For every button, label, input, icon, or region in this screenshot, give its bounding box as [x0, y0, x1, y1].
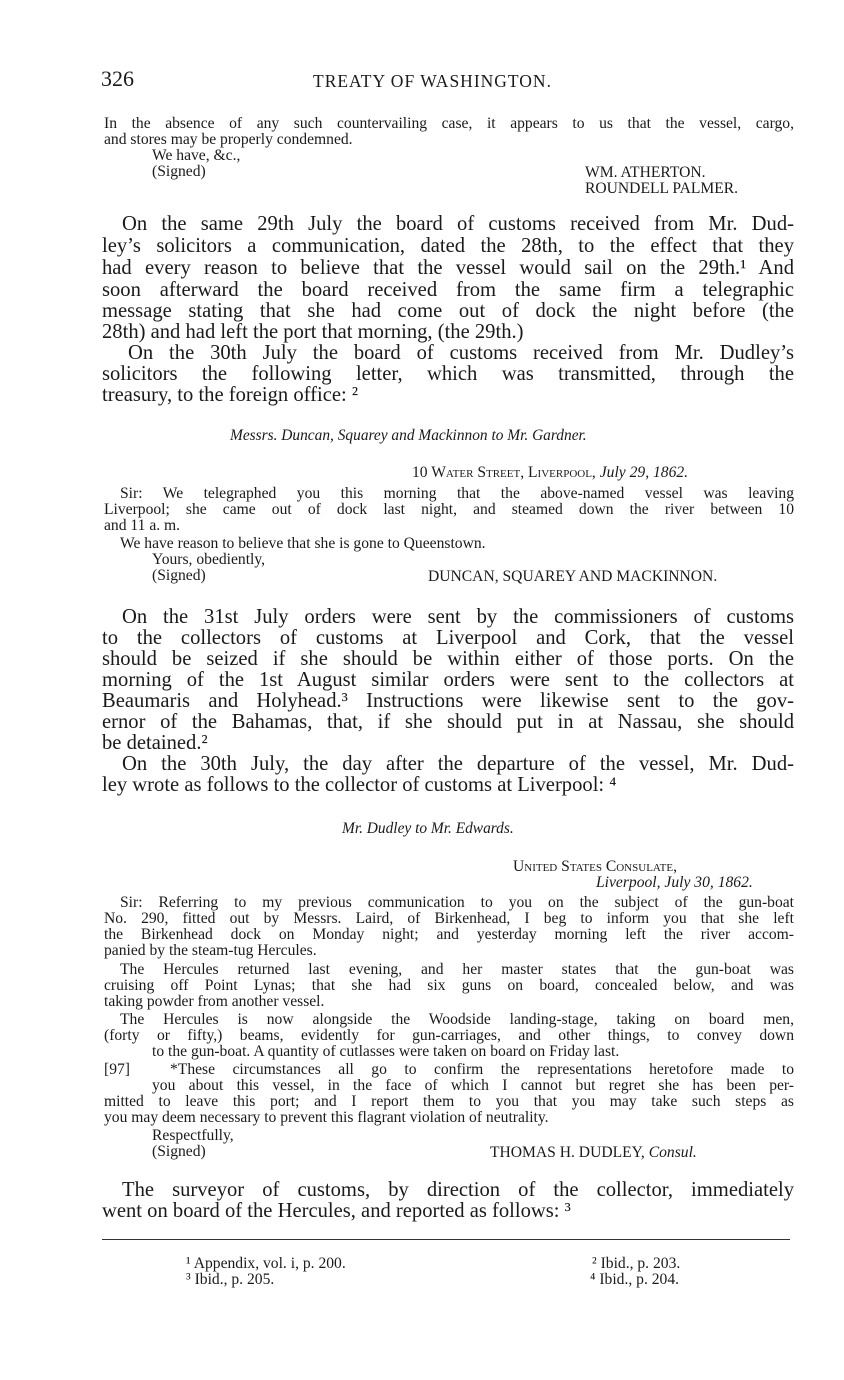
letter3-line: The Hercules is now alongside the Woodside landing-stage, taking on board men, — [120, 1011, 794, 1028]
letter3-line: (forty or fifty,) beams, evidently for gun-carriages, and other things, to convey down — [104, 1027, 794, 1044]
letter2-line: Liverpool; she came out of dock last night, and steamed down the river between 10 — [104, 501, 794, 518]
para2-line: treasury, to the foreign office: ² — [102, 384, 359, 406]
letter3-signature: THOMAS H. DUDLEY, — [490, 1144, 645, 1161]
letter1-signed: (Signed) — [152, 163, 206, 180]
letter3-line: taking powder from another vessel. — [104, 993, 325, 1010]
para1-line: ley’s solicitors a communication, dated the 28th, to the effect that they — [102, 235, 794, 257]
para3-line: ernor of the Bahamas, that, if she should put in at Nassau, she should — [102, 711, 794, 733]
para4-line: On the 30th July, the day after the departure of the vessel, Mr. Dud- — [122, 753, 794, 775]
letter2-signed: (Signed) — [152, 567, 206, 584]
para3-line: morning of the 1st August similar orders were sent to the collectors at — [102, 669, 794, 691]
para3-line: On the 31st July orders were sent by the commissioners of customs — [122, 606, 794, 628]
letter2-address: 10 Water Street, Liverpool, — [412, 464, 596, 481]
para1-line: message stating that she had come out of dock the night before (the — [102, 300, 794, 322]
letter3-date: Liverpool, July 30, 1862. — [596, 874, 753, 891]
page-marker: [97] — [104, 1061, 130, 1078]
letter3-line: *These circumstances all go to confirm the representations heretofore made to — [170, 1061, 794, 1078]
para1-line: 28th) and had left the port that morning, (the 29th.) — [102, 321, 524, 343]
letter3-line: the Birkenhead dock on Monday night; and yesterday morning left the river accom- — [104, 926, 794, 943]
letter3-line: No. 290, fitted out by Messrs. Laird, of Birkenhead, I beg to inform you that she left — [104, 910, 794, 927]
footnote: ⁴ Ibid., p. 204. — [590, 1271, 680, 1288]
letter3-line: mitted to leave this port; and I report them to you that you may take such steps as — [104, 1093, 794, 1110]
letter2-line: We have reason to believe that she is gone to Queenstown. — [120, 535, 486, 552]
footnote: ¹ Appendix, vol. i, p. 200. — [186, 1255, 346, 1272]
letter2-heading: Messrs. Duncan, Squarey and Mackinnon to Mr. Gardner. — [230, 427, 587, 444]
letter1-line: and stores may be properly condemned. — [104, 131, 353, 148]
letter3-signature-title: Consul. — [648, 1144, 697, 1161]
letter3-line: you about this vessel, in the face of which I cannot but regret she has been per- — [152, 1077, 794, 1094]
para3-line: be detained.² — [102, 732, 208, 754]
para5-line: went on board of the Hercules, and reported as follows: ³ — [102, 1200, 571, 1222]
letter1-line: In the absence of any such countervailing case, it appears to us that the vessel, cargo, — [104, 115, 794, 132]
para3-line: to the collectors of customs at Liverpool and Cork, that the vessel — [102, 627, 794, 649]
footnote: ³ Ibid., p. 205. — [186, 1271, 275, 1288]
running-title: TREATY OF WASHINGTON. — [313, 71, 552, 91]
footnote: ² Ibid., p. 203. — [592, 1255, 681, 1272]
para4-line: ley wrote as follows to the collector of customs at Liverpool: ⁴ — [102, 774, 617, 796]
letter2-signature: DUNCAN, SQUAREY AND MACKINNON. — [428, 568, 718, 585]
letter3-line: you may deem necessary to prevent this flagrant violation of neutrality. — [104, 1109, 549, 1126]
letter2-line: and 11 a. m. — [104, 517, 181, 534]
letter3-line: to the gun-boat. A quantity of cutlasses were taken on board on Friday last. — [152, 1043, 620, 1060]
footnote-rule — [102, 1239, 790, 1240]
para3-line: should be seized if she should be within either of those ports. On the — [102, 648, 794, 670]
letter1-signature: ROUNDELL PALMER. — [585, 180, 739, 197]
para3-line: Beaumaris and Holyhead.³ Instructions were likewise sent to the gov- — [102, 690, 794, 712]
letter2-line: Sir: We telegraphed you this morning that the above-named vessel was leaving — [120, 485, 794, 502]
para1-line: had every reason to believe that the vessel would sail on the 29th.¹ And — [102, 257, 794, 279]
letter3-signed: (Signed) — [152, 1143, 206, 1160]
letter1-signature: WM. ATHERTON. — [585, 164, 706, 181]
letter3-line: Sir: Referring to my previous communication to you on the subject of the gun-boat — [120, 894, 794, 911]
letter3-heading: Mr. Dudley to Mr. Edwards. — [342, 820, 514, 837]
para2-line: solicitors the following letter, which was transmitted, through the — [102, 363, 794, 385]
letter3-line: cruising off Point Lynas; that she had six guns on board, concealed below, and was — [104, 977, 794, 994]
letter3-close: Respectfully, — [152, 1127, 234, 1144]
page-number: 326 — [101, 66, 134, 91]
letter3-line: panied by the steam-tug Hercules. — [104, 942, 317, 959]
para5-line: The surveyor of customs, by direction of the collector, immediately — [122, 1179, 794, 1201]
letter3-line: The Hercules returned last evening, and her master states that the gun-boat was — [120, 961, 794, 978]
letter1-close: We have, &c., — [152, 147, 241, 164]
letter2-close: Yours, obediently, — [152, 551, 266, 568]
para1-line: soon afterward the board received from the same firm a telegraphic — [102, 279, 794, 301]
letter3-address: United States Consulate, — [513, 858, 677, 875]
para1-line: On the same 29th July the board of customs received from Mr. Dud- — [122, 213, 794, 235]
para2-line: On the 30th July the board of customs received from Mr. Dudley’s — [128, 342, 794, 364]
letter2-date: July 29, 1862. — [599, 464, 689, 481]
